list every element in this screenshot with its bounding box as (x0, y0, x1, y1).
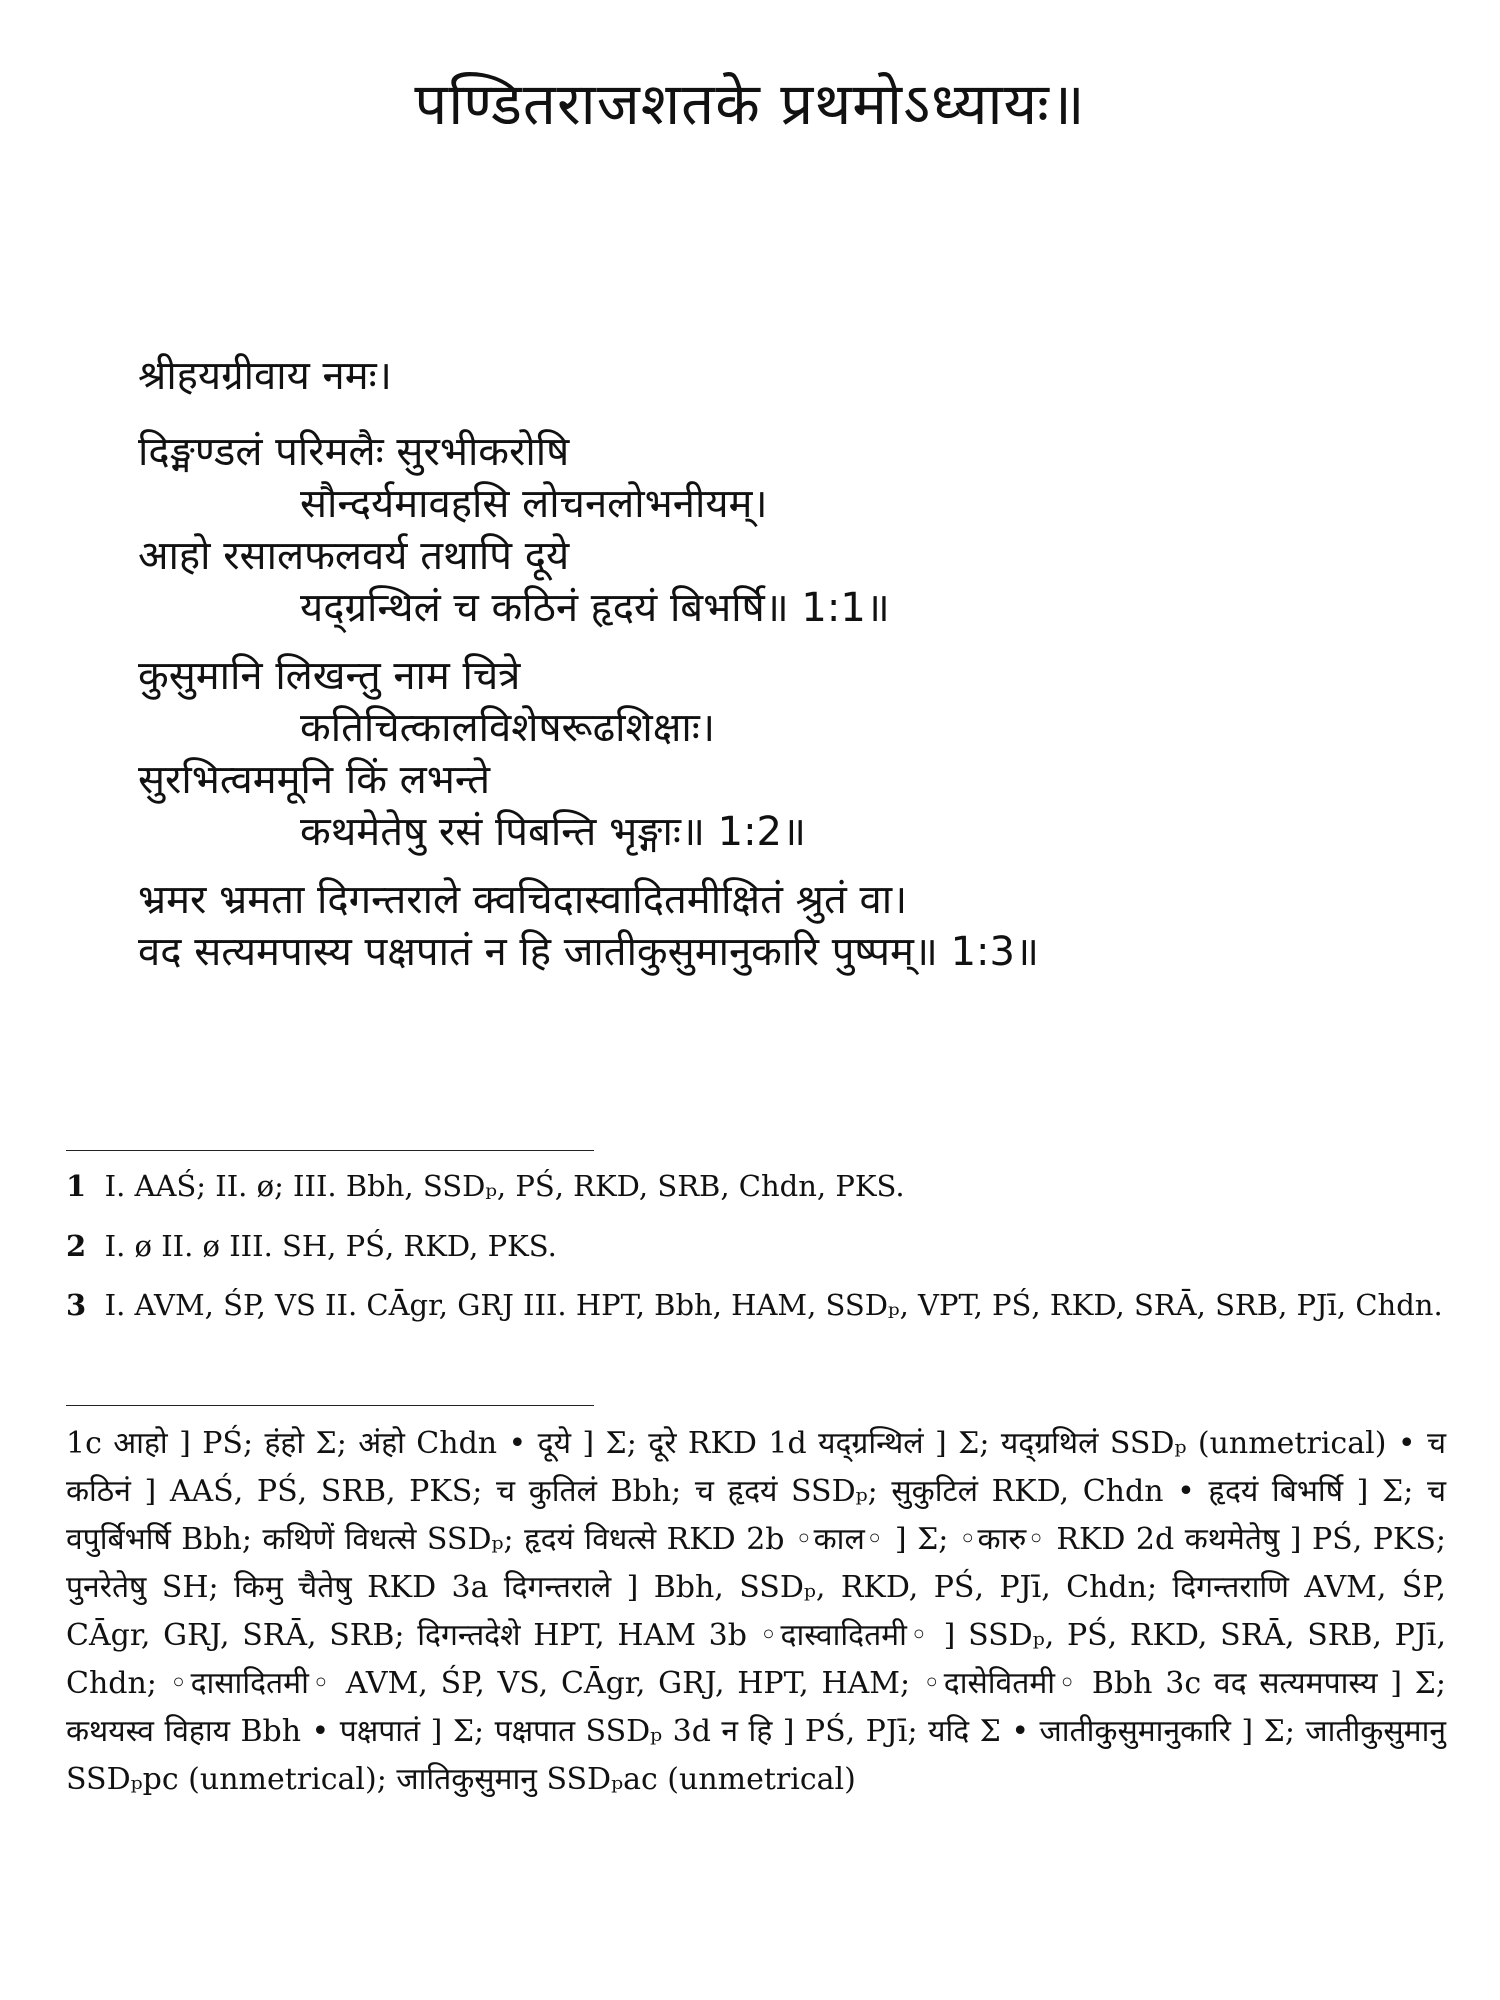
source-entry (66, 1284, 1446, 1328)
page-title: पण्डितराजशतके प्रथमोऽध्यायः॥ (414, 70, 1086, 138)
verse-line: कतिचित्कालविशेषरूढशिक्षाः। (300, 705, 715, 751)
source-text: I. ø II. ø III. SH, PŚ, RKD, PKS. (104, 1228, 557, 1263)
verse-2 (138, 650, 1398, 858)
variant-readings: 1c आहो ] PŚ; हंहो Σ; अंहो Chdn • दूये ] Σ; दूरे RKD 1d यद्ग्रन्थिलं ] Σ; यद्ग्रथिलं SSDₚ (unmetrical) • च कठिनं ] AAŚ, PŚ, SRB, PKS; च कुतिलं Bbh; च हृदयं SSDₚ; सुकुटिलं RKD, Chdn • हृदयं बिभर्षि ] Σ; च वपुर्बिभर्षि Bbh; कथिणें विधत्से SSDₚ; हृदयं विधत्से RKD 2b ◦काल◦ ] Σ; ◦कारु◦ RKD 2d कथमेतेषु ] PŚ, PKS; पुनरेतेषु SH; किमु चैतेषु RKD 3a दिगन्तराले ] Bbh, SSDₚ, RKD, PŚ, PJī, Chdn; दिगन्तराणि AVM, ŚP, CĀgr, GRJ, SRĀ, SRB; दिगन्तदेशे HPT, HAM 3b ◦दास्वादितमी◦ ] SSDₚ, PŚ, RKD, SRĀ, SRB, PJī, Chdn; ◦दासादितमी◦ AVM, ŚP, VS, CĀgr, GRJ, HPT, HAM; ◦दासेवितमी◦ Bbh 3c वद सत्यमपास्य ] Σ; कथयस्व विहाय Bbh • पक्षपातं ] Σ; पक्षपात SSDₚ 3d न हि ] PŚ, PJī; यदि Σ • जातीकुसुमानुकारि ] Σ; जातीकुसुमानु SSDₚpc (unmetrical); जातिकुसुमानु SSDₚac (unmetrical) (66, 1426, 1446, 1797)
source-text: I. AAŚ; II. ø; III. Bbh, SSDₚ, PŚ, RKD, SRB, Chdn, PKS. (104, 1169, 905, 1203)
source-entry (66, 1165, 1446, 1209)
verse-line: आहो रसालफलवर्य तथापि दूये (138, 533, 570, 579)
verse-line: भ्रमर भ्रमता दिगन्तराले क्वचिदास्वादितमीक्षितं श्रुतं वा। (138, 877, 908, 923)
verse-line: वद सत्यमपास्य पक्षपातं न हि जातीकुसुमानुकारि पुष्पम्॥ 1:3॥ (138, 929, 1039, 975)
verse-1 (138, 426, 1398, 634)
verse-line: कुसुमानि लिखन्तु नाम चित्रे (138, 653, 521, 699)
source-number: 2 (66, 1228, 87, 1263)
invocation-line: श्रीहयग्रीवाय नमः। (138, 353, 392, 399)
verse-3 (138, 874, 1398, 978)
verse-line: दिङ्मण्डलं परिमलैः सुरभीकरोषि (138, 429, 570, 475)
source-number: 3 (66, 1288, 87, 1322)
verse-line: कथमेतेषु रसं पिबन्ति भृङ्गाः॥ 1:2॥ (300, 809, 806, 855)
source-number: 1 (66, 1169, 87, 1203)
verse-line: यद्ग्रन्थिलं च कठिनं हृदयं बिभर्षि॥ 1:1॥ (300, 585, 890, 631)
verse-line: सुरभित्वममूनि किं लभन्ते (138, 757, 490, 803)
apparatus-rule (66, 1405, 594, 1406)
source-apparatus (66, 1165, 1446, 1344)
footnote-rule (66, 1150, 594, 1151)
verse-line: सौन्दर्यमावहसि लोचनलोभनीयम्। (300, 481, 768, 527)
source-text: I. AVM, ŚP, VS II. CĀgr, GRJ III. HPT, Bbh, HAM, SSDₚ, VPT, PŚ, RKD, SRĀ, SRB, PJī, Chdn. (104, 1288, 1443, 1322)
verse-block (138, 350, 1398, 994)
source-entry (66, 1225, 1446, 1269)
